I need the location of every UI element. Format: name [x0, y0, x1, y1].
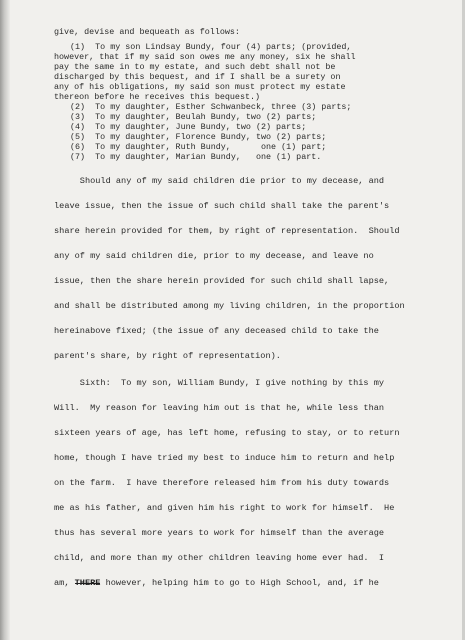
- paragraph-line: home, though I have tried my best to induce him to return and help: [54, 453, 395, 463]
- bequest-item: (2) To my daughter, Esther Schwanbeck, three (3) parts;: [70, 102, 352, 112]
- bequest-item: (4) To my daughter, June Bundy, two (2) parts;: [70, 122, 307, 132]
- bequest-intro-line: give, devise and bequeath as follows:: [54, 27, 240, 37]
- bequest-line: (1) To my son Lindsay Bundy, four (4) parts; (provided,: [70, 42, 352, 52]
- paragraph-line: me as his father, and given him his right to work for himself. He: [54, 503, 395, 513]
- paragraph-line: hereinabove fixed; (the issue of any deceased child to take the: [54, 326, 379, 336]
- paragraph-line: Sixth: To my son, William Bundy, I give nothing by this my: [54, 378, 385, 388]
- paragraph-line: on the farm. I have therefore released him from his duty towards: [54, 478, 390, 488]
- paragraph-line: any of my said children die, prior to my decease, and leave no: [54, 251, 374, 261]
- line-text-before: am,: [54, 578, 75, 588]
- bequest-line: thereon before he receives this bequest.): [54, 92, 261, 102]
- paragraph-line-with-strikeout: [54, 578, 379, 589]
- paragraph-line: child, and more than my other children leaving home ever had. I: [54, 553, 385, 563]
- paragraph-line: leave issue, then the issue of such child shall take the parent's: [54, 201, 390, 211]
- bequest-item: (6) To my daughter, Ruth Bundy, one (1) part;: [70, 142, 327, 152]
- bequest-item: (3) To my daughter, Beulah Bundy, two (2) parts;: [70, 112, 317, 122]
- paragraph-line: Will. My reason for leaving him out is that he, while less than: [54, 403, 385, 413]
- bequest-line: any of his obligations, my said son must protect my estate: [54, 82, 346, 92]
- paragraph-line: issue, then the share herein provided for such child shall lapse,: [54, 276, 390, 286]
- bequest-line: discharged by this bequest, and if I shall be a surety on: [54, 72, 341, 82]
- paragraph-line: and shall be distributed among my living children, in the proportion: [54, 301, 405, 311]
- bequest-item: (5) To my daughter, Florence Bundy, two (2) parts;: [70, 132, 327, 142]
- paragraph-line: parent's share, by right of representation).: [54, 351, 281, 361]
- bequest-line: however, that if my said son owes me any money, six he shall: [54, 52, 356, 62]
- bequest-line: pay the same in to my estate, and such debt shall not be: [54, 62, 336, 72]
- line-text-after: however, helping him to go to High School, and, if he: [100, 578, 379, 588]
- struck-out-word: THERE: [74, 578, 101, 588]
- paragraph-line: Should any of my said children die prior to my decease, and: [54, 176, 385, 186]
- paragraph-line: thus has several more years to work for himself than the average: [54, 528, 385, 538]
- paragraph-line: sixteen years of age, has left home, refusing to stay, or to return: [54, 428, 400, 438]
- paragraph-line: share herein provided for them, by right of representation. Should: [54, 226, 400, 236]
- page-binding-shadow: [0, 0, 10, 640]
- bequest-item: (7) To my daughter, Marian Bundy, one (1) part.: [70, 152, 322, 162]
